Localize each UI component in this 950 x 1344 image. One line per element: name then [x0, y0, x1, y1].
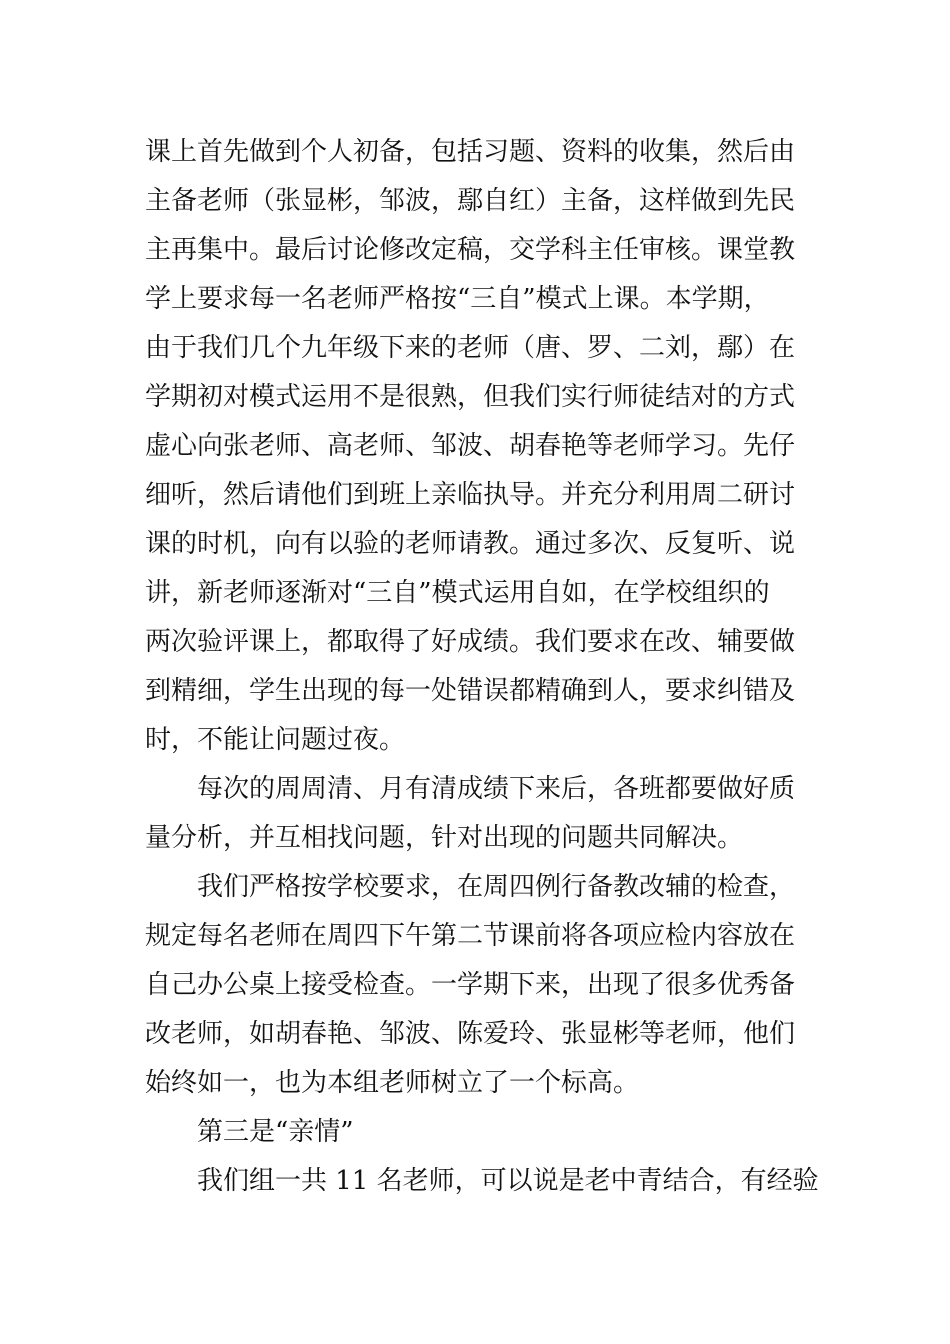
paragraph-1-line-13: 时，不能让问题过夜。	[145, 725, 406, 755]
paragraph-1-line-3: 主再集中。最后讨论修改定稿，交学科主任审核。课堂教	[145, 235, 796, 265]
paragraph-1-line-5: 由于我们几个九年级下来的老师（唐、罗、二刘，鄢）在	[145, 333, 796, 363]
paragraph-3-line-1: 我们严格按学校要求，在周四例行备教改辅的检查，	[197, 872, 796, 902]
paragraph-3-line-3: 自己办公桌上接受检查。一学期下来，出现了很多优秀备	[145, 970, 796, 1000]
paragraph-1-line-1: 课上首先做到个人初备，包括习题、资料的收集，然后由	[145, 137, 796, 167]
paragraph-2	[145, 765, 810, 863]
paragraph-5-line-1: 我们组一共 11 名老师，可以说是老中青结合，有经验	[197, 1166, 819, 1196]
paragraph-1-line-10: 讲，新老师逐渐对“三自”模式运用自如，在学校组织的	[145, 578, 770, 608]
paragraph-2-line-2: 量分析，并互相找问题，针对出现的问题共同解决。	[145, 823, 744, 853]
paragraph-1-line-8: 细听，然后请他们到班上亲临执导。并充分利用周二研讨	[145, 480, 796, 510]
paragraph-3-line-5: 始终如一，也为本组老师树立了一个标高。	[145, 1068, 640, 1098]
paragraph-3-line-4: 改老师，如胡春艳、邹波、陈爱玲、张显彬等老师，他们	[145, 1019, 796, 1049]
paragraph-3	[145, 863, 810, 1108]
paragraph-3-line-2: 规定每名老师在周四下午第二节课前将各项应检内容放在	[145, 921, 796, 951]
paragraph-1-line-7: 虚心向张老师、高老师、邹波、胡春艳等老师学习。先仔	[145, 431, 796, 461]
section-heading: 第三是“亲情”	[197, 1117, 354, 1147]
paragraph-1-line-4: 学上要求每一名老师严格按“三自”模式上课。本学期，	[145, 284, 770, 314]
paragraph-4	[145, 1108, 810, 1157]
paragraph-1-line-12: 到精细，学生出现的每一处错误都精确到人，要求纠错及	[145, 676, 796, 706]
paragraph-1-line-11: 两次验评课上，都取得了好成绩。我们要求在改、辅要做	[145, 627, 796, 657]
paragraph-2-line-1: 每次的周周清、月有清成绩下来后，各班都要做好质	[197, 774, 796, 804]
paragraph-1-line-6: 学期初对模式运用不是很熟，但我们实行师徒结对的方式	[145, 382, 796, 412]
paragraph-1-line-2: 主备老师（张显彬，邹波，鄢自红）主备，这样做到先民	[145, 186, 796, 216]
document-body	[145, 128, 819, 1206]
paragraph-5	[145, 1157, 819, 1206]
paragraph-1-line-9: 课的时机，向有以验的老师请教。通过多次、反复听、说	[145, 529, 796, 559]
paragraph-1	[145, 128, 810, 765]
